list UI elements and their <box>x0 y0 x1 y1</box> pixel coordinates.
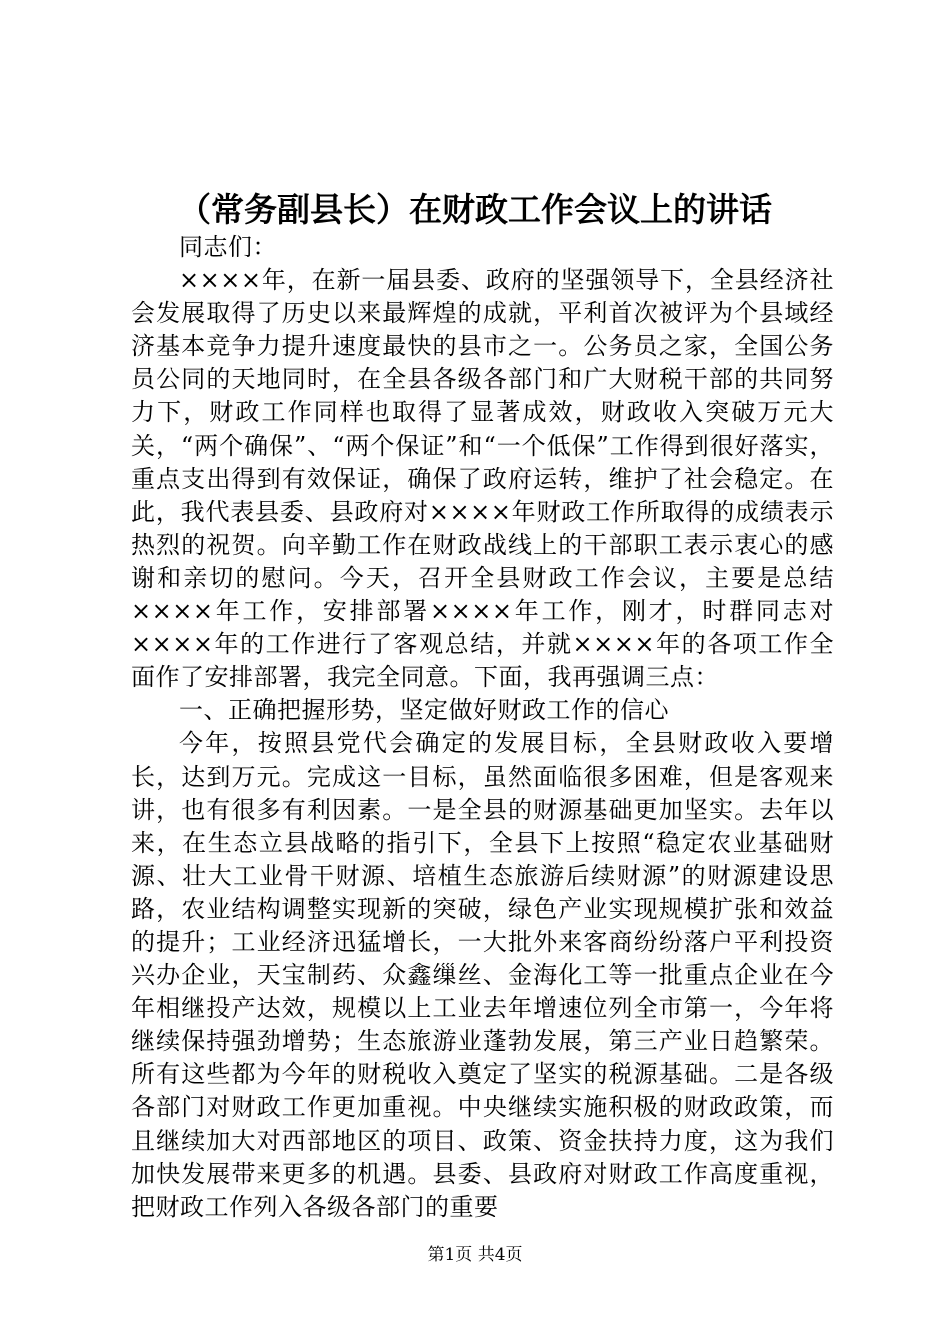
page-number-footer: 第1页 共4页 <box>427 1245 523 1265</box>
body-paragraph: 今年，按照县党代会确定的发展目标，全县财政收入要增长，达到万元。完成这一目标，虽然面临很多困难，但是客观来讲，也有很多有利因素。一是全县的财源基础更加坚实。去年以来，在生态立县战略的指引下，全县下上按照“稳定农业基础财源、壮大工业骨干财源、培植生态旅游后续财源”的财源建设思路，农业结构调整实现新的突破，绿色产业实现规模扩张和效益的提升；工业经济迅猛增长，一大批外来客商纷纷落户平利投资兴办企业，天宝制药、众鑫缫丝、金海化工等一批重点企业在今年相继投产达效，规模以上工业去年增速位列全市第一，今年将继续保持强劲增势；生态旅游业蓬勃发展，第三产业日趋繁荣。所有这些都为今年的财税收入奠定了坚实的税源基础。二是各级各部门对财政工作更加重视。中央继续实施积极的财政政策，而且继续加大对西部地区的项目、政策、资金扶持力度，这为我们加快发展带来更多的机遇。县委、县政府对财政工作高度重视，把财政工作列入各级各部门的重要 <box>131 729 834 1221</box>
salutation-paragraph: 同志们： <box>179 233 277 261</box>
document-body <box>131 231 834 1224</box>
body-paragraph: ××××年，在新一届县委、政府的坚强领导下，全县经济社会发展取得了历史以来最辉煌的成就，平利首次被评为个县域经济基本竞争力提升速度最快的县市之一。公务员之家，全国公务员公同的天地同时，在全县各级各部门和广大财税干部的共同努力下，财政工作同样也取得了显著成效，财政收入突破万元大关，“两个确保”、“两个保证”和“一个低保”工作得到很好落实，重点支出得到有效保证，确保了政府运转，维护了社会稳定。在此，我代表县委、县政府对××××年财政工作所取得的成绩表示热烈的祝贺。向辛勤工作在财政战线上的干部职工表示衷心的感谢和亲切的慰问。今天，召开全县财政工作会议，主要是总结××××年工作，安排部署××××年工作，刚才，时群同志对××××年的工作进行了客观总结，并就××××年的各项工作全面作了安排部署，我完全同意。下面，我再强调三点： <box>131 266 834 692</box>
section-heading: 一、正确把握形势，坚定做好财政工作的信心 <box>179 696 669 725</box>
document-title: （常务副县长）在财政工作会议上的讲话 <box>178 190 772 229</box>
